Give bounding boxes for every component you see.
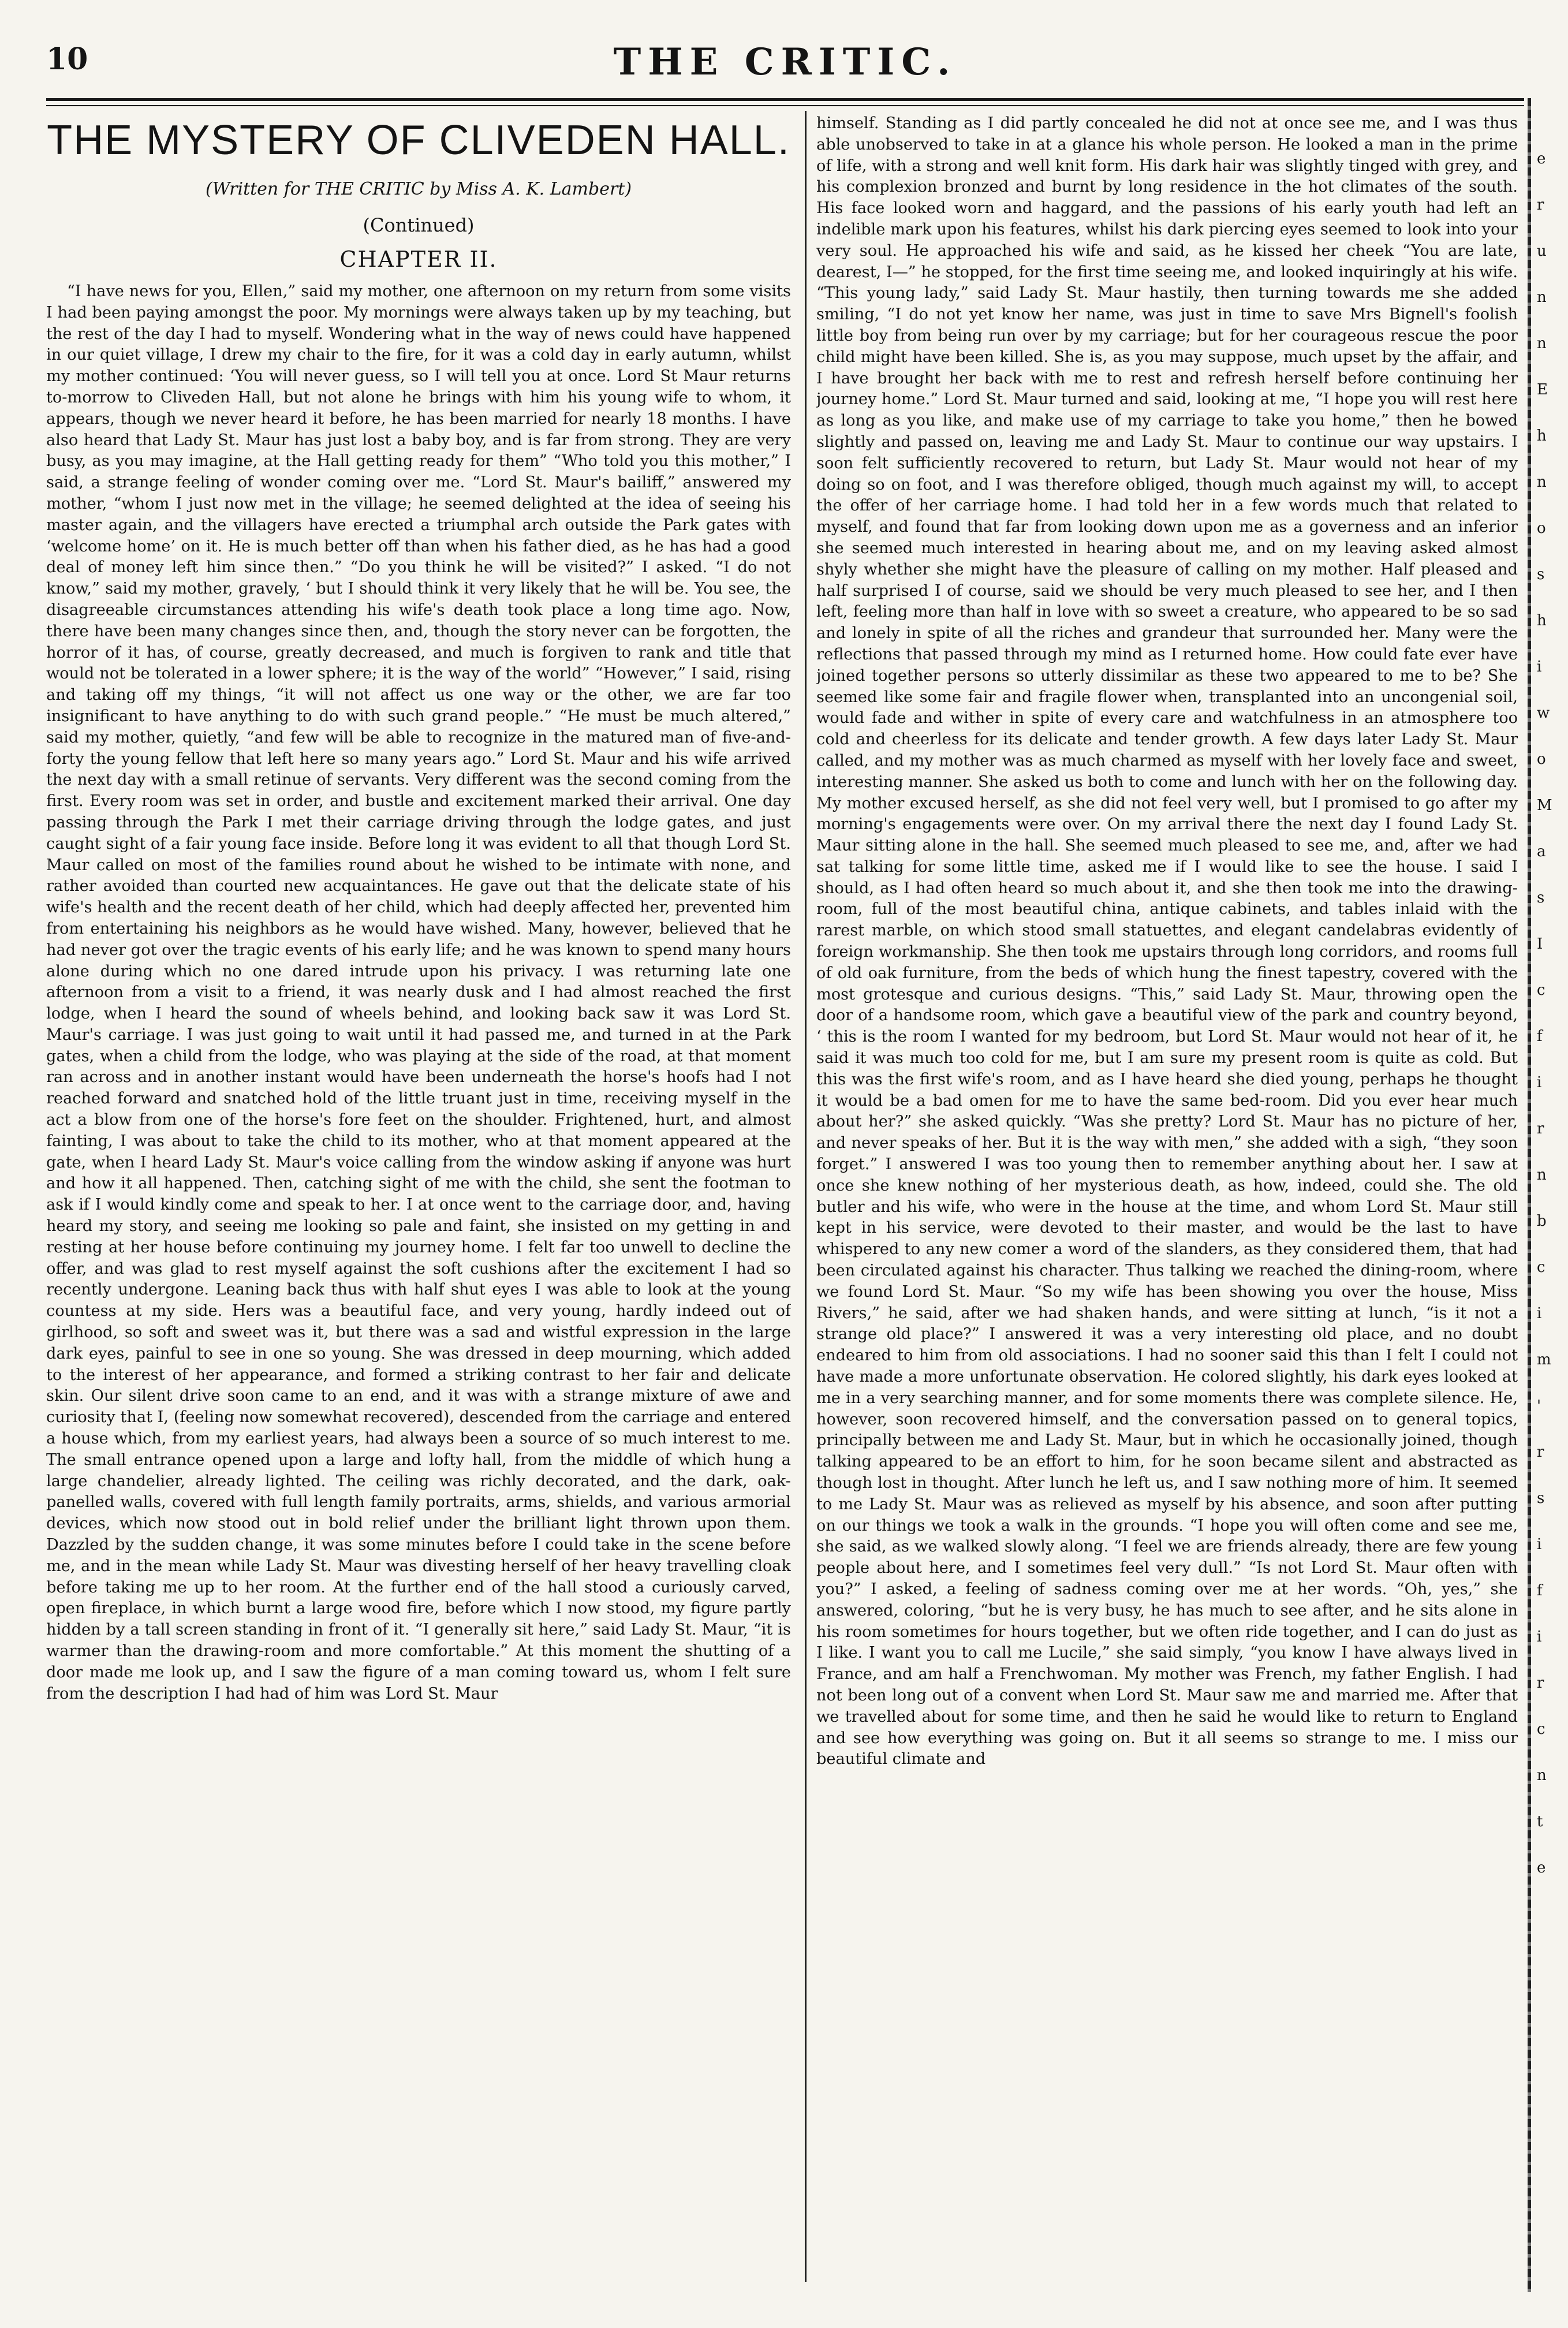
page-edge-fragment: h [1537,612,1547,629]
masthead: THE CRITIC. [613,40,957,84]
adjacent-page-edge [1523,98,1568,2292]
page-edge-border [1528,98,1531,2292]
page-edge-fragment: n [1537,1166,1547,1184]
page-edge-fragment: c [1537,1259,1545,1276]
page-edge-fragment: s [1537,889,1545,906]
left-column [46,113,791,2278]
page-edge-fragment: c [1537,982,1545,999]
chapter-heading: CHAPTER II. [339,247,498,272]
page-edge-fragment: r [1537,196,1544,214]
page-edge-fragment: m [1537,1351,1551,1368]
page-header [46,36,1524,94]
page-edge-fragment: n [1537,289,1547,306]
page-edge-fragment: r [1537,1674,1544,1692]
page-edge-fragment: i [1537,1536,1542,1553]
page-edge-fragment: e [1537,150,1546,167]
page-edge-fragment: I [1537,935,1543,953]
page-edge-fragment: r [1537,1120,1544,1137]
page-edge-fragment: o [1537,751,1546,768]
page-edge-fragment: n [1537,1767,1547,1784]
page-edge-fragment: r [1537,1443,1544,1461]
byline: (Written for THE CRITIC by Miss A. K. Lambert) [205,179,632,199]
page-edge-fragment: b [1537,1212,1547,1230]
page-edge-fragment: i [1537,1628,1542,1646]
page-edge-fragment: h [1537,427,1547,445]
left-column-text: “I have news for you, Ellen,” said my mother, one afternoon on my return from some visits I had been paying amongst the poor. My mornings were always taken up by my teaching, but the rest of the day I had to myself. Wondering what in the way of news could have happened in our quiet village, I drew my chair to the fire, for it was a cold day in early autumn, whilst my mother continued: ‘You will never guess, so I will tell you at once. Lord St Maur returns to-morrow to Cliveden Hall, but not alone he brings with him his young wife to whom, it appears, though we never heard it before, he has been married for nearly 18 months. I have also heard that Lady St. Maur has just lost a baby boy, and is far from strong. They are very busy, as you may imagine, at the Hall getting ready for them” “Who told you this mother,” I said, a strange feeling of wonder coming over me. “Lord St. Maur's bailiff,” answered my mother, “whom I just now met in the village; he seemed delighted at the idea of seeing his master again, and the villagers have erected a triumphal arch outside the Park gates with ‘welcome home’ on it. He is much better off than when his father died, as he has had a good deal of money left him since then.” “Do you think he will be visited?” I asked. “I do not know,” said my mother, gravely, ‘ but I should think it very likely that he will be. You see, the disagreeable circumstances attending his wife's death took place a long time ago. Now, there have been many changes since then, and, though the story never can be forgotten, the horror of it has, of course, greatly decreased, and much is forgiven to rank and title that would not be tolerated in a lower sphere; it is the way of the world” “However,” I said, rising and taking off my things, “it will not affect us one way or the other, we are far too insignificant to have anything to do with such grand people.” “He must be much altered,” said my mother, quietly, “and few will be able to recognize in the matured man of five-and-forty the young fellow that left here so many years ago.” Lord St. Maur and his wife arrived the next day with a small retinue of servants. Very different was the second coming from the first. Every room was set in order, and bustle and excitement marked their arrival. One day passing through the Park I met their carriage driving through the lodge gates, and just caught sight of a fair young face inside. Before long it was evident to all that though Lord St. Maur called on most of the families round about he wished to be intimate with none, and rather avoided than courted new acquaintances. He gave out that the delicate state of his wife's health and the recent death of her child, which had deeply affected her, prevented him from entertaining his neighbors as he would have wished. Many, however, believed that he had never got over the tragic events of his early life; and he was known to spend many hours alone during which no one dared intrude upon his privacy. I was returning late one afternoon from a visit to a friend, it was nearly dusk and I had almost reached the first lodge, when I heard the sound of wheels behind, and looking back saw it was Lord St. Maur's carriage. I was just going to wait until it had passed me, and turned in at the Park gates, when a child from the lodge, who was playing at the side of the road, at that moment ran across and in another instant would have been underneath the horse's hoofs had I not reached forward and snatched hold of the little truant just in time, receiving myself in the act a blow from one of the horse's fore feet on the shoulder. Frightened, hurt, and almost fainting, I was about to take the child to its mother, who at that moment appeared at the gate, when I heard Lady St. Maur's voice calling from the window asking if anyone was hurt and how it all happened. Then, catching sight of me with the child, she sent the footman to ask if I would kindly come and speak to her. I at once went to the carriage door, and, having heard my story, and seeing me looking so pale and faint, she insisted on my getting in and resting at her house before continuing my journey home. I felt far too unwell to decline the offer, and was glad to rest myself against the soft cushions after the excitement I had so recently undergone. Leaning back thus with half shut eyes I was able to look at the young countess at my side. Hers was a beautiful face, and very young, hardly indeed out of girlhood, so soft and sweet was it, but there was a sad and wistful expression in the large dark eyes, painful to see in one so young. She was dressed in deep mourning, which added to the interest of her appearance, and formed a striking contrast to her fair and delicate skin. Our silent drive soon came to an end, and it was with a strange mixture of awe and curiosity that I, (feeling now somewhat recovered), descended from the carriage and entered a house which, from my earliest years, had always been a source of so much interest to me. The small entrance opened upon a large and lofty hall, from the middle of which hung a large chandelier, already lighted. The ceiling was richly decorated, and the dark, oak-panelled walls, covered with full length family portraits, arms, shields, and various armorial devices, which now stood out in bold relief under the brilliant light thrown upon them. Dazzled by the sudden change, it was some minutes before I could take in the scene before me, and in the mean while Lady St. Maur was divesting herself of her heavy travelling cloak before taking me up to her room. At the further end of the hall stood a curiously carved, open fireplace, in which burnt a large wood fire, before which I now stood, my figure partly hidden by a tall screen standing in front of it. “I generally sit here,” said Lady St. Maur, “it is warmer than the drawing-room and more comfortable.” At this moment the shutting of a door made me look up, and I saw the figure of a man coming toward us, whom I felt sure from the description I had had of him was Lord St. Maur [46,282,791,1703]
header-rule-thick [46,98,1524,101]
story-title: THE MYSTERY OF CLIVEDEN HALL. [47,117,790,163]
right-column [816,113,1518,2284]
continued-label: (Continued) [363,214,475,236]
page-edge-fragment: n [1537,473,1547,491]
page-edge-fragment: u [1537,242,1547,260]
page-number: 10 [46,42,88,77]
page-edge-fragment: s [1537,566,1545,583]
header-rule-thin [46,105,1524,106]
page-edge-fragment: o [1537,520,1546,537]
page-edge-fragment: i [1537,1074,1542,1091]
page-edge-fragment: s [1537,1490,1545,1507]
page-edge-fragment: f [1537,1028,1543,1045]
page-edge-fragment: e [1537,1859,1546,1876]
page-edge-fragment: f [1537,1582,1543,1599]
page-edge-fragment: ' [1537,1397,1541,1415]
column-divider [805,111,807,2282]
page-edge-fragment: n [1537,335,1547,352]
page-edge-fragment: t [1537,1813,1543,1830]
right-column-text: himself. Standing as I did partly concealed he did not at once see me, and I was thus able unobserved to take in at a glance his whole person. He looked a man in the prime of life, with a strong and well knit form. His dark hair was slightly tinged with grey, and his complexion bronzed and burnt by long residence in the hot climates of the south. His face looked worn and haggard, and the passions of his early youth had left an indelible mark upon his features, whilst his dark piercing eyes seemed to look into your very soul. He approached his wife and said, as he kissed her cheek “You are late, dearest, I—” he stopped, for the first time seeing me, and looked inquiringly at his wife. “This young lady,” said Lady St. Maur hastily, then turning towards me she added smiling, “I do not yet know her name, was just in time to save Mrs Bignell's foolish little boy from being run over by my carriage; but for her courageous rescue the poor child might have been killed. She is, as you may suppose, much upset by the affair, and I have brought her back with me to rest and refresh herself before continuing her journey home.” Lord St. Maur turned and said, looking at me, “I hope you will rest here as long as you like, and make use of my carriage to take you home,” then he bowed slightly and passed on, leaving me and Lady St. Maur to continue our way upstairs. I soon felt sufficiently recovered to return, but Lady St. Maur would not hear of my doing so on foot, and I was therefore obliged, though much against my will, to accept the offer of her carriage home. I had told her in a few words much that related to myself, and found that far from looking down upon me as a governess and an inferior she seemed much interested in hearing about me, and on my leaving asked almost shyly whether she might have the pleasure of calling on my mother. Half pleased and half surprised I of course, said we should be very much pleased to see her, and I then left, feeling more than half in love with so sweet a creature, who appeared to be so sad and lonely in spite of all the riches and grandeur that surrounded her. Many were the reflections that passed through my mind as I returned home. How could fate ever have joined together persons so utterly dissimilar as these two appeared to me to be? She seemed like some fair and fragile flower when, transplanted into an uncongenial soil, would fade and wither in spite of every care and watchfulness in an atmosphere too cold and cheerless for its delicate and tender growth. A few days later Lady St. Maur called, and my mother was as much charmed as myself with her lovely face and sweet, interesting manner. She asked us both to come and lunch with her on the following day. My mother excused herself, as she did not feel very well, but I promised to go after my morning's engagements were over. On my arrival there the next day I found Lady St. Maur sitting alone in the hall. She seemed much pleased to see me, and, after we had sat talking for some little time, asked me if I would like to see the house. I said I should, as I had often heard so much about it, and she then took me into the drawing-room, full of the most beautiful china, antique cabinets, and tables inlaid with the rarest marble, on which stood small statuettes, and elegant candelabras evidently of foreign workmanship. She then took me upstairs through long corridors, and rooms full of old oak furniture, from the beds of which hung the finest tapestry, covered with the most grotesque and curious designs. “This,” said Lady St. Maur, throwing open the door of a handsome room, which gave a beautiful view of the park and country beyond, ‘ this is the room I wanted for my bedroom, but Lord St. Maur would not hear of it, he said it was much too cold for me, but I am sure my present room is quite as cold. But this was the first wife's room, and as I have heard she died young, perhaps he thought it would be a bad omen for me to have the same bed-room. Did you ever hear much about her?” she asked quickly. “Was she pretty? Lord St. Maur has no picture of her, and never speaks of her. But it is the way with men,” she added with a sigh, “they soon forget.” I answered I was too young then to remember anything about her. I saw at once she knew nothing of her mysterious death, as how, indeed, could she. The old butler and his wife, who were in the house at the time, and whom Lord St. Maur still kept in his service, were devoted to their master, and would be the last to have whispered to any new comer a word of the slanders, as they considered them, that had been circulated against his character. Thus talking we reached the dining-room, where we found Lord St. Maur. “So my wife has been showing you over the house, Miss Rivers,” he said, after we had shaken hands, and were sitting at lunch, “is it not a strange old place?” I answered it was a very interesting old place, and no doubt endeared to him from old associations. I had no sooner said this than I felt I could not have made a more unfortunate observation. He colored slightly, his dark eyes looked at me in a very searching manner, and for some moments there was complete silence. He, however, soon recovered himself, and the conversation passed on to general topics, principally between me and Lady St. Maur, but in which he occasionally joined, though talking appeared to be an effort to him, for he soon became silent and abstracted as though lost in thought. After lunch he left us, and I saw nothing more of him. It seemed to me Lady St. Maur was as relieved as myself by his absence, and soon after putting on our things we took a walk in the grounds. “I hope you will often come and see me, she said, as we walked slowly along. “I feel we are friends already, there are few young people about here, and I sometimes feel very dull.” “Is not Lord St. Maur often with you?” I asked, a feeling of sadness coming over me at her words. “Oh, yes,” she answered, coloring, “but he is very busy, he has much to see after, and he sits alone in his room sometimes for hours together, but we often ride together, and I can do just as I like. I want you to call me Lucile,” she said simply, “you know I have always lived in France, and am half a Frenchwoman. My mother was French, my father English. I had not been long out of a convent when Lord St. Maur saw me and married me. After that we travelled about for some time, and then he said he would like to return to England and see how everything was going on. But it all seems so strange to me. I miss our beautiful climate and [816,114,1518,1769]
page-edge-fragment: c [1537,1721,1545,1738]
page-edge-fragment: w [1537,704,1550,722]
page-edge-fragment: M [1537,797,1552,814]
page-edge-fragment: E [1537,381,1548,398]
page-edge-fragment: i [1537,1305,1542,1322]
page-edge-fragment: a [1537,843,1546,860]
page-edge-fragment: i [1537,658,1542,676]
